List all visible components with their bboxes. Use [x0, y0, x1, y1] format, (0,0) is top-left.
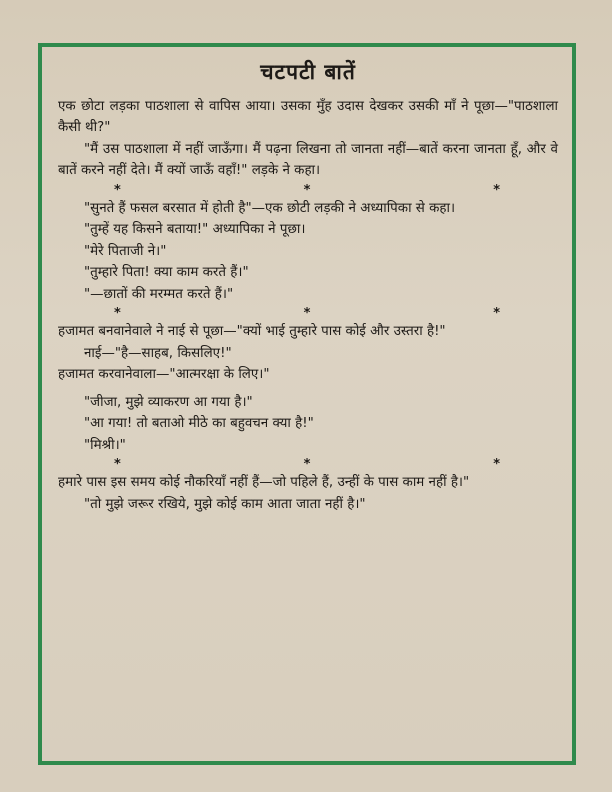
separator-star: *: [493, 182, 500, 198]
paragraph-6: "तुम्हारे पिता! क्या काम करते हैं।": [84, 265, 249, 280]
paragraph-14: हमारे पास इस समय कोई नौकरियाँ नहीं हैं—जो पहिले हैं, उन्हीं के पास काम नहीं है।": [58, 475, 470, 490]
paragraph-2: "मैं उस पाठशाला में नहीं जाऊँगा। मैं पढ़ना लिखना तो जानता नहीं—बातें करना जानता हूँ, और वे बातें करने नहीं देते। मैं क्यों जाऊँ वहाँ!" लड़के ने कहा।: [58, 141, 558, 178]
paragraph-4: "तुम्हें यह किसने बताया!" अध्यापिका ने पूछा।: [84, 222, 306, 237]
paragraph-5: "मेरे पिताजी ने।": [84, 243, 167, 259]
article-title: चटपटी बातें: [260, 60, 356, 84]
paragraph-1: एक छोटा लड़का पाठशाला से वापिस आया। उसका मुँह उदास देखकर उसकी माँ ने पूछा—"पाठशाला कैसी थी?": [58, 98, 558, 135]
separator-star: *: [114, 306, 121, 321]
paragraph-8: हजामत बनवानेवाले ने नाई से पूछा—"क्यों भाई तुम्हारे पास कोई और उस्तरा है!": [58, 324, 446, 339]
separator-1: [58, 184, 558, 198]
separator-2: [58, 307, 558, 321]
paragraph-9: नाई—"है—साहब, किसलिए!": [84, 345, 232, 361]
separator-star: *: [303, 306, 311, 321]
separator-star: *: [114, 457, 121, 472]
separator-star: *: [303, 182, 311, 198]
separator-star: *: [493, 306, 500, 321]
paragraph-11: "जीजा, मुझे व्याकरण आ गया है।": [84, 394, 253, 410]
separator-star: *: [114, 182, 121, 198]
paragraph-3: "सुनते हैं फसल बरसात में होती है"—एक छोटी लड़की ने अध्यापिका से कहा।: [84, 200, 456, 216]
paragraph-12: "आ गया! तो बताओ मीठे का बहुवचन क्या है!": [84, 416, 314, 431]
paragraph-15: "तो मुझे जरूर रखिये, मुझे कोई काम आता जाता नहीं है।": [84, 496, 366, 512]
separator-star: *: [493, 457, 500, 472]
paragraph-10: हजामत करवानेवाला—"आत्मरक्षा के लिए।": [58, 367, 270, 382]
paragraph-13: "मिश्री।": [84, 437, 126, 453]
paragraph-7: "—छातों की मरम्मत करते हैं।": [84, 286, 234, 302]
article: [58, 62, 558, 515]
separator-3: [58, 458, 558, 472]
separator-star: *: [303, 457, 311, 472]
